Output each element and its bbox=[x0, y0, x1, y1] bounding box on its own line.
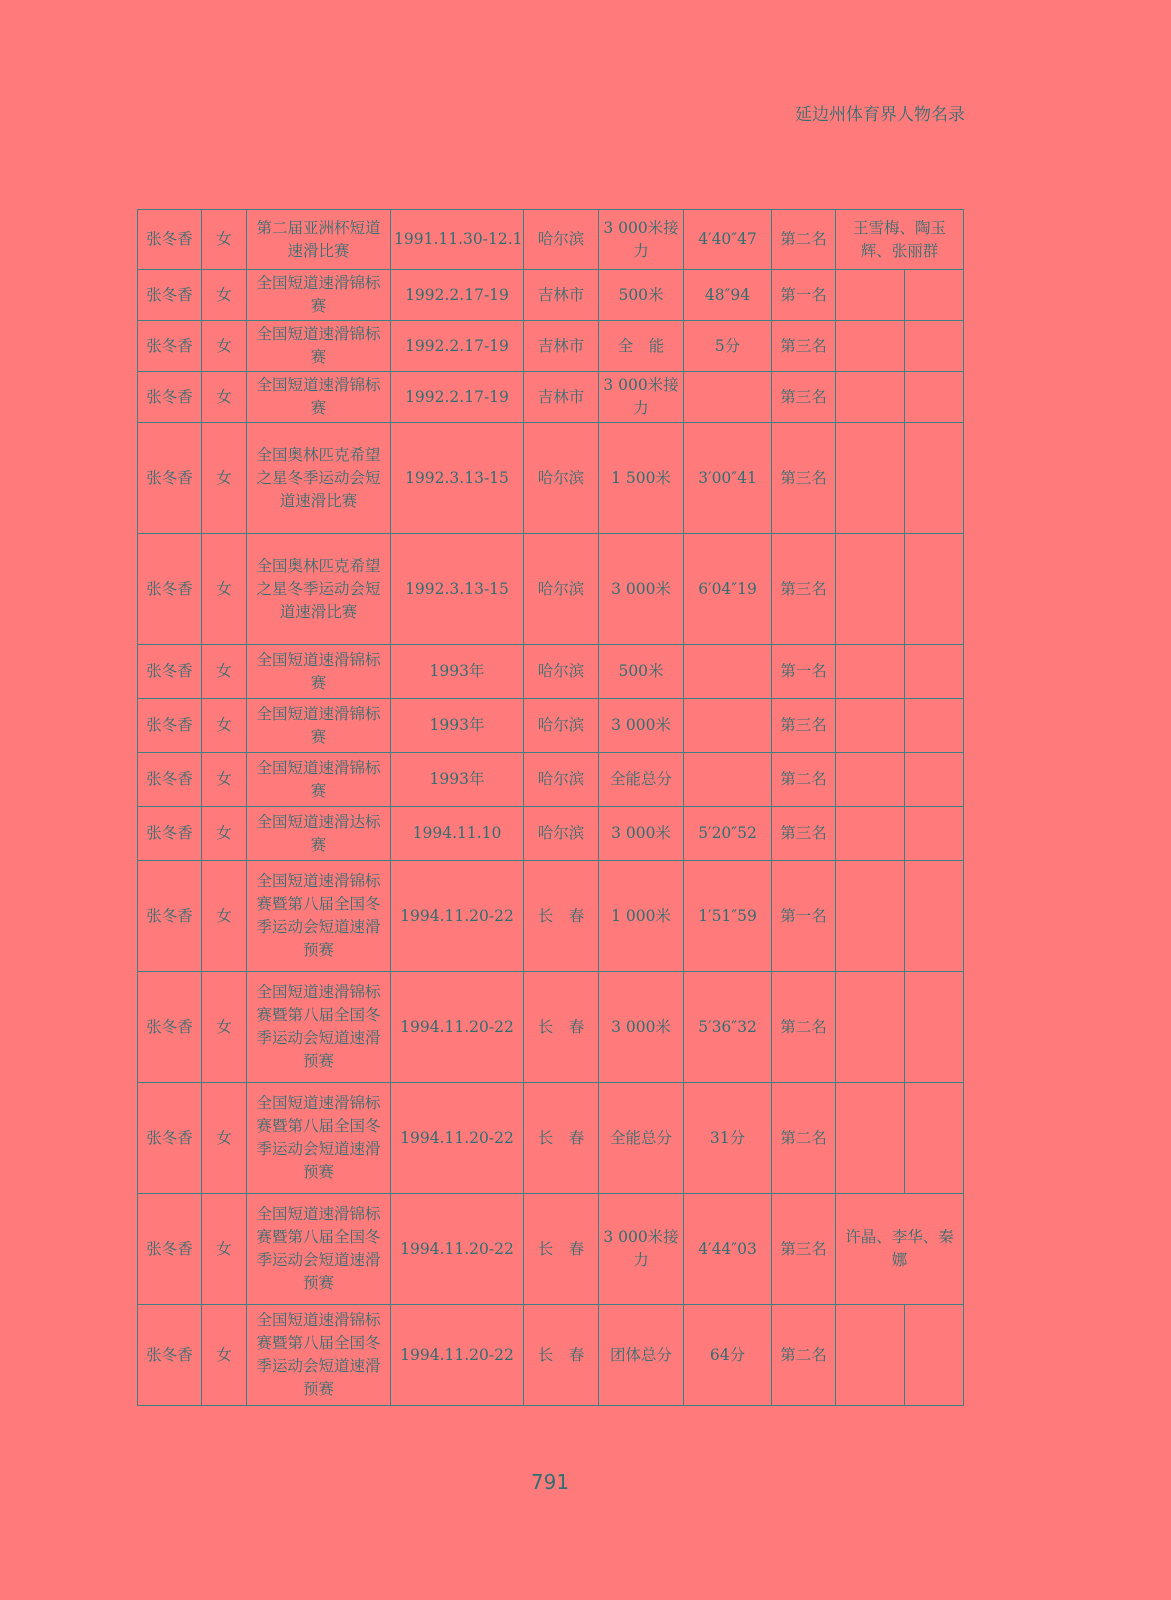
partners-cell bbox=[836, 372, 905, 423]
place-cell: 长 春 bbox=[524, 1083, 599, 1194]
partners-cell bbox=[836, 807, 905, 861]
event-cell: 全国短道速滑达标赛 bbox=[247, 807, 391, 861]
event-cell: 全国短道速滑锦标赛暨第八届全国冬季运动会短道速滑预赛 bbox=[247, 1194, 391, 1305]
table-row bbox=[138, 1305, 964, 1406]
item-cell: 全能总分 bbox=[599, 1083, 684, 1194]
item-cell: 全能总分 bbox=[599, 753, 684, 807]
date-cell: 1994.11.20-22 bbox=[391, 1194, 524, 1305]
place-cell: 哈尔滨 bbox=[524, 645, 599, 699]
date-cell: 1991.11.30-12.1 bbox=[391, 210, 524, 270]
remark-cell bbox=[905, 972, 964, 1083]
remark-cell bbox=[905, 753, 964, 807]
place-cell: 哈尔滨 bbox=[524, 423, 599, 534]
partners-cell bbox=[836, 699, 905, 753]
name-cell: 张冬香 bbox=[138, 1083, 202, 1194]
item-cell: 3 000米接力 bbox=[599, 1194, 684, 1305]
date-cell: 1993年 bbox=[391, 753, 524, 807]
table-row bbox=[138, 1083, 964, 1194]
partners-cell bbox=[836, 972, 905, 1083]
place-cell: 哈尔滨 bbox=[524, 753, 599, 807]
place-cell: 哈尔滨 bbox=[524, 210, 599, 270]
item-cell: 500米 bbox=[599, 645, 684, 699]
name-cell: 张冬香 bbox=[138, 270, 202, 321]
place-cell: 吉林市 bbox=[524, 372, 599, 423]
gender-cell: 女 bbox=[202, 270, 247, 321]
item-cell: 3 000米 bbox=[599, 534, 684, 645]
date-cell: 1994.11.10 bbox=[391, 807, 524, 861]
gender-cell: 女 bbox=[202, 753, 247, 807]
name-cell: 张冬香 bbox=[138, 699, 202, 753]
rank-cell: 第一名 bbox=[772, 270, 836, 321]
gender-cell: 女 bbox=[202, 645, 247, 699]
date-cell: 1994.11.20-22 bbox=[391, 972, 524, 1083]
event-cell: 全国短道速滑锦标赛 bbox=[247, 321, 391, 372]
table-row bbox=[138, 972, 964, 1083]
name-cell: 张冬香 bbox=[138, 1305, 202, 1406]
event-cell: 全国短道速滑锦标赛暨第八届全国冬季运动会短道速滑预赛 bbox=[247, 1305, 391, 1406]
remark-cell bbox=[905, 1305, 964, 1406]
event-cell: 全国奥林匹克希望之星冬季运动会短道速滑比赛 bbox=[247, 534, 391, 645]
remark-cell bbox=[905, 807, 964, 861]
event-cell: 全国短道速滑锦标赛暨第八届全国冬季运动会短道速滑预赛 bbox=[247, 972, 391, 1083]
name-cell: 张冬香 bbox=[138, 534, 202, 645]
remark-cell bbox=[905, 645, 964, 699]
date-cell: 1992.2.17-19 bbox=[391, 372, 524, 423]
rank-cell: 第二名 bbox=[772, 972, 836, 1083]
table-row bbox=[138, 321, 964, 372]
gender-cell: 女 bbox=[202, 807, 247, 861]
gender-cell: 女 bbox=[202, 372, 247, 423]
partners-cell bbox=[836, 270, 905, 321]
result-cell: 4′44″03 bbox=[684, 1194, 772, 1305]
item-cell: 3 000米 bbox=[599, 807, 684, 861]
name-cell: 张冬香 bbox=[138, 210, 202, 270]
place-cell: 长 春 bbox=[524, 972, 599, 1083]
date-cell: 1993年 bbox=[391, 699, 524, 753]
rank-cell: 第三名 bbox=[772, 423, 836, 534]
rank-cell: 第三名 bbox=[772, 321, 836, 372]
gender-cell: 女 bbox=[202, 321, 247, 372]
date-cell: 1993年 bbox=[391, 645, 524, 699]
event-cell: 全国短道速滑锦标赛暨第八届全国冬季运动会短道速滑预赛 bbox=[247, 861, 391, 972]
gender-cell: 女 bbox=[202, 1305, 247, 1406]
name-cell: 张冬香 bbox=[138, 807, 202, 861]
place-cell: 吉林市 bbox=[524, 270, 599, 321]
records-table bbox=[137, 209, 964, 1406]
rank-cell: 第三名 bbox=[772, 807, 836, 861]
result-cell: 5′36″32 bbox=[684, 972, 772, 1083]
item-cell: 3 000米接力 bbox=[599, 210, 684, 270]
remark-cell bbox=[905, 321, 964, 372]
name-cell: 张冬香 bbox=[138, 372, 202, 423]
place-cell: 吉林市 bbox=[524, 321, 599, 372]
event-cell: 全国短道速滑锦标赛 bbox=[247, 753, 391, 807]
name-cell: 张冬香 bbox=[138, 972, 202, 1083]
table-row bbox=[138, 534, 964, 645]
partners-cell bbox=[836, 645, 905, 699]
rank-cell: 第三名 bbox=[772, 372, 836, 423]
place-cell: 长 春 bbox=[524, 861, 599, 972]
table-row bbox=[138, 645, 964, 699]
table-row bbox=[138, 861, 964, 972]
event-cell: 全国短道速滑锦标赛 bbox=[247, 372, 391, 423]
table-row bbox=[138, 210, 964, 270]
item-cell: 全 能 bbox=[599, 321, 684, 372]
rank-cell: 第三名 bbox=[772, 699, 836, 753]
partners-cell: 王雪梅、陶玉辉、张丽群 bbox=[836, 210, 964, 270]
remark-cell bbox=[905, 699, 964, 753]
gender-cell: 女 bbox=[202, 699, 247, 753]
remark-cell bbox=[905, 534, 964, 645]
partners-cell bbox=[836, 1305, 905, 1406]
gender-cell: 女 bbox=[202, 534, 247, 645]
rank-cell: 第二名 bbox=[772, 1305, 836, 1406]
result-cell bbox=[684, 699, 772, 753]
gender-cell: 女 bbox=[202, 861, 247, 972]
rank-cell: 第三名 bbox=[772, 1194, 836, 1305]
event-cell: 全国短道速滑锦标赛 bbox=[247, 270, 391, 321]
place-cell: 哈尔滨 bbox=[524, 807, 599, 861]
gender-cell: 女 bbox=[202, 972, 247, 1083]
name-cell: 张冬香 bbox=[138, 753, 202, 807]
rank-cell: 第二名 bbox=[772, 210, 836, 270]
date-cell: 1994.11.20-22 bbox=[391, 1083, 524, 1194]
partners-cell bbox=[836, 321, 905, 372]
result-cell: 4′40″47 bbox=[684, 210, 772, 270]
result-cell: 5分 bbox=[684, 321, 772, 372]
table-row bbox=[138, 270, 964, 321]
running-header: 延边州体育界人物名录 bbox=[795, 105, 965, 125]
rank-cell: 第一名 bbox=[772, 861, 836, 972]
gender-cell: 女 bbox=[202, 1083, 247, 1194]
item-cell: 1 000米 bbox=[599, 861, 684, 972]
table-row bbox=[138, 807, 964, 861]
result-cell: 48″94 bbox=[684, 270, 772, 321]
event-cell: 全国短道速滑锦标赛 bbox=[247, 645, 391, 699]
table-row bbox=[138, 1194, 964, 1305]
item-cell: 3 000米接力 bbox=[599, 372, 684, 423]
result-cell bbox=[684, 645, 772, 699]
rank-cell: 第二名 bbox=[772, 753, 836, 807]
name-cell: 张冬香 bbox=[138, 321, 202, 372]
gender-cell: 女 bbox=[202, 1194, 247, 1305]
partners-cell bbox=[836, 861, 905, 972]
table-row bbox=[138, 423, 964, 534]
partners-cell bbox=[836, 1083, 905, 1194]
date-cell: 1992.3.13-15 bbox=[391, 423, 524, 534]
result-cell: 1′51″59 bbox=[684, 861, 772, 972]
event-cell: 全国短道速滑锦标赛 bbox=[247, 699, 391, 753]
rank-cell: 第二名 bbox=[772, 1083, 836, 1194]
name-cell: 张冬香 bbox=[138, 645, 202, 699]
partners-cell bbox=[836, 423, 905, 534]
item-cell: 团体总分 bbox=[599, 1305, 684, 1406]
item-cell: 1 500米 bbox=[599, 423, 684, 534]
page-number: 791 bbox=[530, 1470, 570, 1494]
place-cell: 长 春 bbox=[524, 1305, 599, 1406]
partners-cell: 许晶、李华、秦娜 bbox=[836, 1194, 964, 1305]
event-cell: 全国奥林匹克希望之星冬季运动会短道速滑比赛 bbox=[247, 423, 391, 534]
remark-cell bbox=[905, 270, 964, 321]
gender-cell: 女 bbox=[202, 423, 247, 534]
partners-cell bbox=[836, 534, 905, 645]
rank-cell: 第三名 bbox=[772, 534, 836, 645]
date-cell: 1992.3.13-15 bbox=[391, 534, 524, 645]
remark-cell bbox=[905, 372, 964, 423]
item-cell: 3 000米 bbox=[599, 699, 684, 753]
partners-cell bbox=[836, 753, 905, 807]
item-cell: 3 000米 bbox=[599, 972, 684, 1083]
name-cell: 张冬香 bbox=[138, 1194, 202, 1305]
gender-cell: 女 bbox=[202, 210, 247, 270]
remark-cell bbox=[905, 423, 964, 534]
result-cell: 5′20″52 bbox=[684, 807, 772, 861]
item-cell: 500米 bbox=[599, 270, 684, 321]
table-row bbox=[138, 699, 964, 753]
place-cell: 哈尔滨 bbox=[524, 534, 599, 645]
result-cell bbox=[684, 372, 772, 423]
name-cell: 张冬香 bbox=[138, 423, 202, 534]
result-cell: 64分 bbox=[684, 1305, 772, 1406]
result-cell: 6′04″19 bbox=[684, 534, 772, 645]
result-cell: 3′00″41 bbox=[684, 423, 772, 534]
result-cell bbox=[684, 753, 772, 807]
result-cell: 31分 bbox=[684, 1083, 772, 1194]
event-cell: 全国短道速滑锦标赛暨第八届全国冬季运动会短道速滑预赛 bbox=[247, 1083, 391, 1194]
date-cell: 1994.11.20-22 bbox=[391, 1305, 524, 1406]
event-cell: 第二届亚洲杯短道速滑比赛 bbox=[247, 210, 391, 270]
name-cell: 张冬香 bbox=[138, 861, 202, 972]
table-row bbox=[138, 753, 964, 807]
place-cell: 长 春 bbox=[524, 1194, 599, 1305]
table-row bbox=[138, 372, 964, 423]
date-cell: 1992.2.17-19 bbox=[391, 270, 524, 321]
remark-cell bbox=[905, 861, 964, 972]
place-cell: 哈尔滨 bbox=[524, 699, 599, 753]
rank-cell: 第一名 bbox=[772, 645, 836, 699]
date-cell: 1994.11.20-22 bbox=[391, 861, 524, 972]
date-cell: 1992.2.17-19 bbox=[391, 321, 524, 372]
remark-cell bbox=[905, 1083, 964, 1194]
